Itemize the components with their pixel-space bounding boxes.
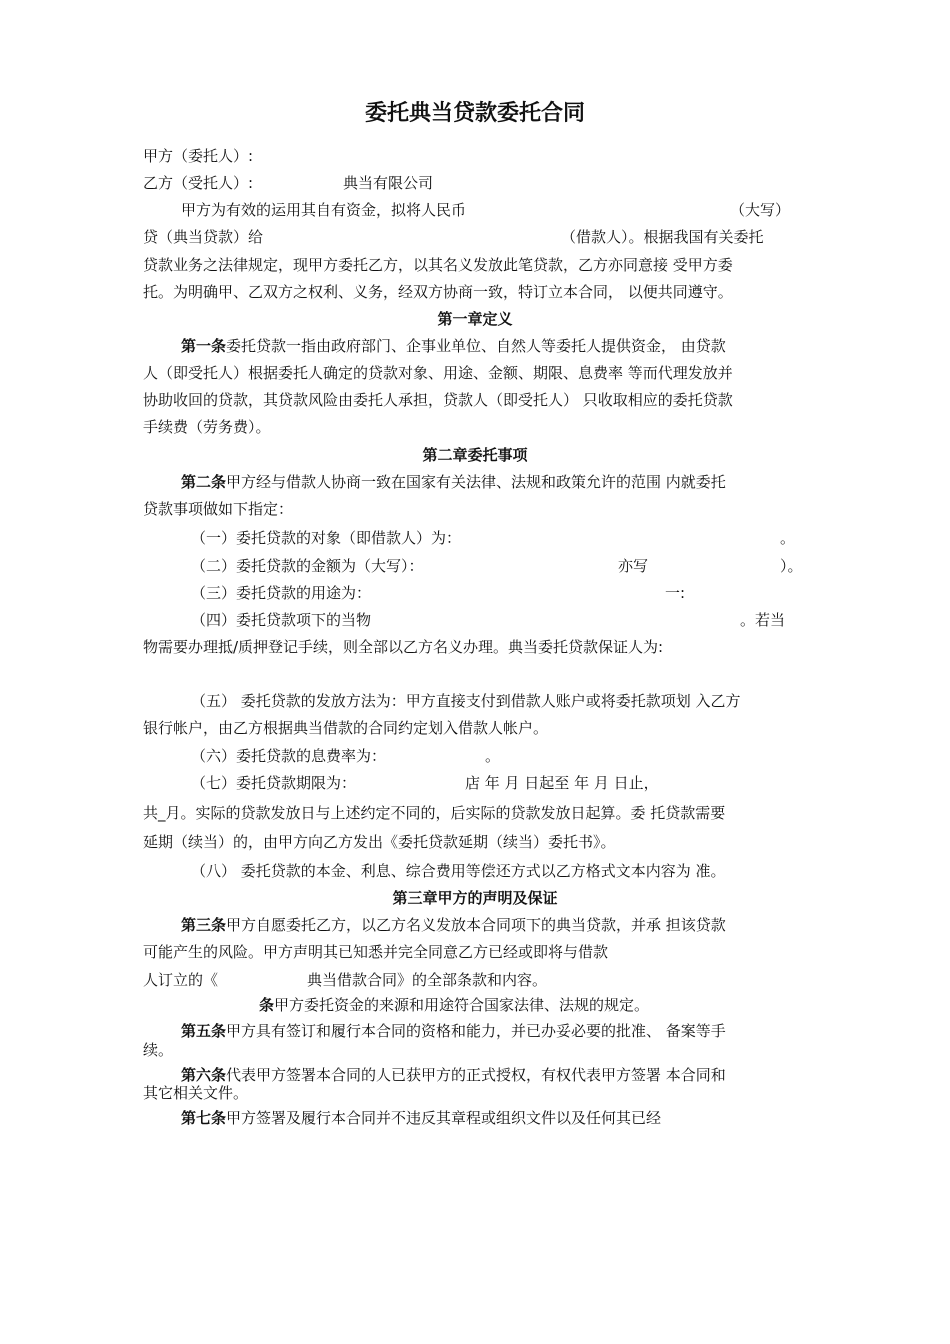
- article-6-text: 代表甲方签署本合同的人已获甲方的正式授权，有权代表甲方签署 本合同和: [226, 1066, 726, 1084]
- article-7-label: 第七条: [181, 1109, 227, 1127]
- item-2-alt: 亦写: [618, 557, 649, 575]
- article-3-label: 第三条: [181, 916, 227, 934]
- item-1: （一）委托贷款的对象（即借款人）为：: [191, 529, 462, 547]
- article-6-line: [181, 1066, 726, 1084]
- article-6-line: 其它相关文件。: [143, 1084, 249, 1102]
- item-6: （六）委托贷款的息费率为：: [191, 747, 387, 765]
- item-6-end: 。: [485, 747, 501, 765]
- item-1-end: 。: [780, 529, 796, 547]
- item-3-end: 一:: [665, 584, 686, 602]
- article-4-line: [259, 996, 649, 1014]
- article-1-text: 委托贷款一指由政府部门、企事业单位、自然人等委托人提供资金， 由贷款: [226, 337, 726, 355]
- party-b-name: 典当有限公司: [343, 174, 434, 192]
- item-7-cont: 共_月。实际的贷款发放日与上述约定不同的，后实际的贷款发放日起算。委 托贷款需要: [143, 804, 726, 822]
- chapter-2-heading: 第二章委托事项: [422, 446, 528, 464]
- article-3-line: 典当借款合同》的全部条款和内容。: [307, 971, 548, 989]
- article-6-label: 第六条: [181, 1066, 227, 1084]
- item-2: （二）委托贷款的金额为（大写）：: [191, 557, 424, 575]
- item-4-end: 。若当: [740, 611, 786, 629]
- article-2-text: 甲方经与借款人协商一致在国家有关法律、法规和政策允许的范围 内就委托: [226, 473, 726, 491]
- article-4-text: 甲方委托资金的来源和用途符合国家法律、法规的规定。: [274, 996, 650, 1014]
- article-1-line: 协助收回的贷款，其贷款风险由委托人承担，贷款人（即受托人） 只收取相应的委托贷款: [143, 391, 733, 409]
- article-7-text: 甲方签署及履行本合同并不违反其章程或组织文件以及任何其已经: [226, 1109, 662, 1127]
- chapter-1-heading: 第一章定义: [437, 310, 513, 328]
- article-2-line: 贷款事项做如下指定：: [143, 500, 294, 518]
- intro-line: 贷（典当贷款）给: [143, 228, 264, 246]
- article-2-label: 第二条: [181, 473, 227, 491]
- article-5-line: [181, 1022, 726, 1040]
- intro-line: （借款人）。根据我国有关委托: [561, 228, 764, 246]
- intro-line: （大写）: [730, 201, 791, 219]
- item-5: （五） 委托贷款的发放方法为：甲方直接支付到借款人账户或将委托款项划 入乙方: [191, 692, 741, 710]
- item-2-end: ）。: [780, 557, 803, 575]
- document-title: 委托典当贷款委托合同: [364, 101, 585, 126]
- article-3-line: 人订立的《: [143, 971, 219, 989]
- article-7-line: [181, 1109, 661, 1127]
- chapter-3-heading: 第三章甲方的声明及保证: [392, 889, 558, 907]
- article-1-label: 第一条: [181, 337, 227, 355]
- party-a-label: 甲方（委托人）:: [143, 147, 254, 165]
- article-3-text: 甲方自愿委托乙方，以乙方名义发放本合同项下的典当贷款，并承 担该贷款: [226, 916, 726, 934]
- article-3-line: [181, 916, 726, 934]
- article-5-label: 第五条: [181, 1022, 227, 1040]
- item-8: （八） 委托贷款的本金、利息、综合费用等偿还方式以乙方格式文本内容为 准。: [191, 862, 726, 880]
- item-3: （三）委托贷款的用途为：: [191, 584, 372, 602]
- article-1-line: 手续费（劳务费）。: [143, 418, 271, 436]
- article-4-label: 条: [259, 996, 275, 1014]
- item-7: （七）委托贷款期限为：: [191, 774, 357, 792]
- item-5-cont: 银行帐户，由乙方根据典当借款的合同约定划入借款人帐户。: [143, 719, 549, 737]
- item-4: （四）委托贷款项下的当物: [191, 611, 372, 629]
- item-7-cont: 延期（续当）的，由甲方向乙方发出《委托贷款延期（续当）委托书》。: [143, 833, 616, 851]
- intro-line: 托。为明确甲、乙双方之权利、义务，经双方协商一致，特订立本合同， 以便共同遵守。: [143, 283, 733, 301]
- article-5-line: 续。: [143, 1041, 174, 1059]
- item-4-cont: 物需要办理抵/质押登记手续，则全部以乙方名义办理。典当委托贷款保证人为:: [143, 638, 664, 656]
- article-3-line: 可能产生的风险。甲方声明其已知悉并完全同意乙方已经或即将与借款: [143, 943, 609, 961]
- article-1-line: [181, 337, 726, 355]
- party-b-label: 乙方（受托人）:: [143, 174, 254, 192]
- intro-line: 贷款业务之法律规定，现甲方委托乙方，以其名义发放此笔贷款，乙方亦同意接 受甲方委: [143, 256, 733, 274]
- article-1-line: 人（即受托人）根据委托人确定的贷款对象、用途、金额、期限、息费率 等而代理发放并: [143, 364, 733, 382]
- intro-line: 甲方为有效的运用其自有资金，拟将人民币: [181, 201, 467, 219]
- article-5-text: 甲方具有签订和履行本合同的资格和能力，并已办妥必要的批准、 备案等手: [226, 1022, 726, 1040]
- article-2-line: [181, 473, 726, 491]
- item-7-dates: 店 年 月 日起至 年 月 日止，: [465, 774, 659, 792]
